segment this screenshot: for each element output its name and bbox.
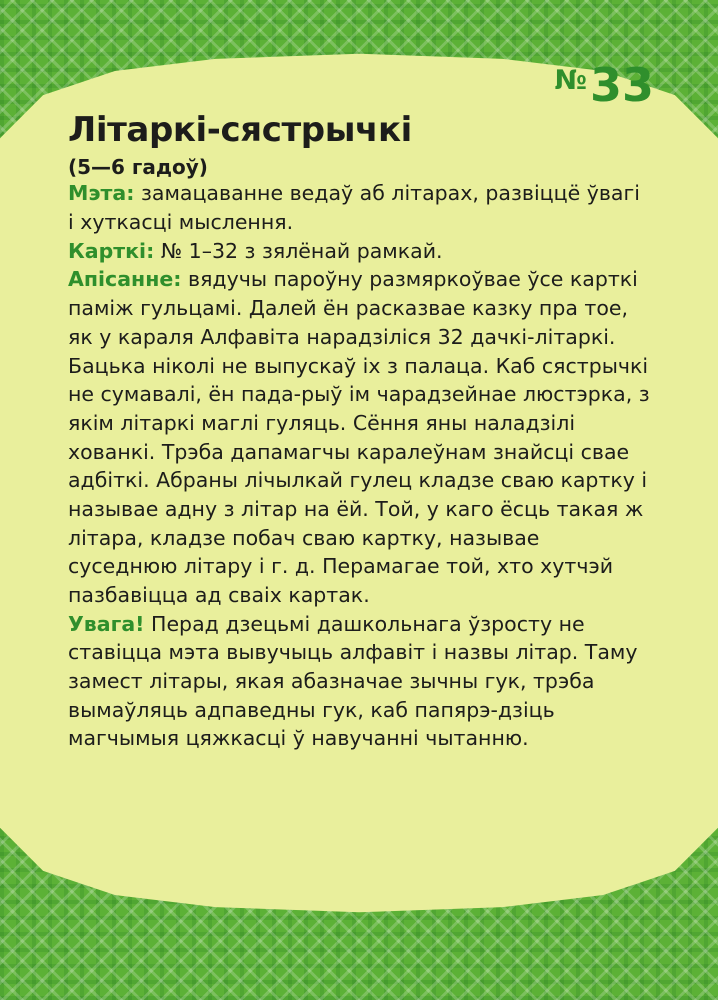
page-title: Літаркі-сястрычкі (68, 110, 412, 150)
goal-text: замацаванне ведаў аб літарах, развіццё ўвагі і хуткасці мыслення. (68, 181, 640, 235)
note-text: Перад дзецьмі дашкольнага ўзросту не ставіцца мэта вывучыць алфавіт і назвы літар. Таму замест літары, якая абазначае зычны гук, трэба вымаўляць адпаведны гук, каб папярэ-дзіць магчымыя цяжкасці ў навучанні чытанню. (68, 611, 638, 751)
description-text: вядучы пароўну размяркоўвае ўсе карткі паміж гульцамі. Далей ён расказвае казку пра тое, як у караля Алфавіта нарадзіліся 32 дачкі-літаркі. Бацька ніколі не выпускаў іх з палаца. Каб сястрычкі не сумавалі, ён пада-рыў ім чарадзейнае люстэрка, з якім літаркі маглі гуляць. Сёння яны наладзілі хованкі. Трэба дапамагчы каралеўнам знайсці свае адбіткі. Абраны лічылкай гулец кладзе сваю картку і называе адну з літар на ёй. Той, у каго ёсць такая ж літара, кладзе побач сваю картку, называе суседнюю літару і г. д. Перамагае той, хто хутчэй пазбавіцца ад сваіх картак. (68, 267, 650, 608)
cards-paragraph (68, 237, 650, 266)
cards-label: Карткі: (68, 238, 155, 263)
cards-text: № 1–32 з зялёнай рамкай. (154, 238, 443, 263)
goal-paragraph (68, 179, 650, 236)
description-label: Апісанне: (68, 267, 182, 292)
card-body (68, 112, 650, 753)
description-paragraph (68, 265, 650, 609)
goal-label: Мэта: (68, 181, 135, 206)
note-label: Увага! (68, 611, 145, 636)
note-paragraph (68, 610, 650, 753)
number-prefix: № (554, 65, 587, 96)
card-number (554, 58, 655, 112)
number-value: 33 (589, 58, 654, 112)
age-range: (5—6 гадоў) (68, 155, 208, 180)
